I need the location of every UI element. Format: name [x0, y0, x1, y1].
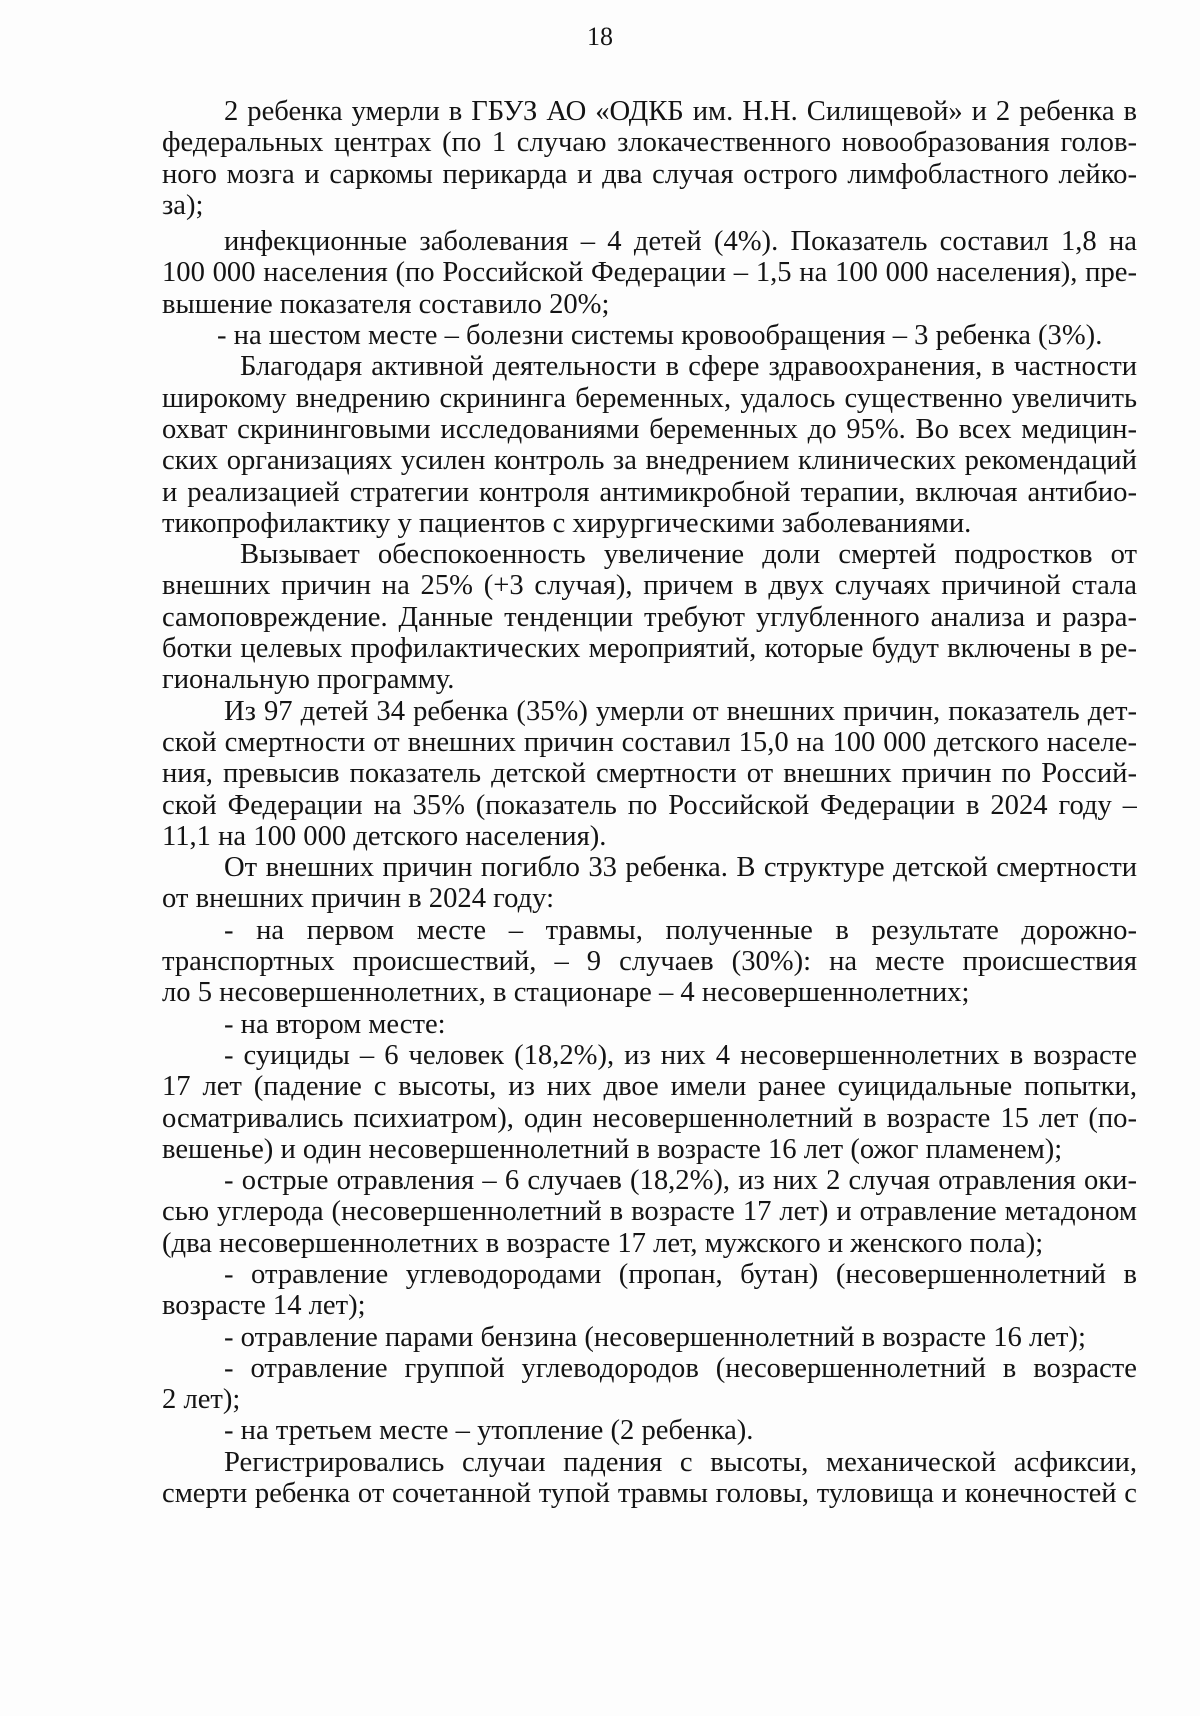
text-line: - на втором месте:: [224, 1008, 446, 1040]
text-line: гиональную программу.: [162, 664, 455, 696]
text-line: ло 5 несовершеннолетних, в стационаре – 4 несовершеннолетних;: [162, 977, 970, 1009]
text-line: самоповреждение. Данные тенденции требуют углубленного анализа и разра-: [162, 601, 1137, 633]
text-line: 17 лет (падение с высоты, из них двое имели ранее суицидальные попытки,: [162, 1071, 1137, 1103]
text-line: - отравление углеводородами (пропан, бутан) (несовершеннолетний в: [224, 1258, 1137, 1290]
text-line: Благодаря активной деятельности в сфере здравоохранения, в частности: [240, 351, 1137, 383]
text-line: 100 000 населения (по Российской Федерации – 1,5 на 100 000 населения), пре-: [162, 257, 1137, 289]
text-line: - на шестом месте – болезни системы кровообращения – 3 ребенка (3%).: [217, 320, 1103, 352]
text-line: (два несовершеннолетних в возрасте 17 лет, мужского и женского пола);: [162, 1227, 1044, 1259]
text-line: транспортных происшествий, – 9 случаев (30%): на месте происшествия: [162, 946, 1137, 978]
text-line: 2 ребенка умерли в ГБУЗ АО «ОДКБ им. Н.Н. Силищевой» и 2 ребенка в: [224, 96, 1137, 127]
text-line: федеральных центрах (по 1 случаю злокачественного новообразования голов-: [162, 127, 1137, 159]
body-text: [162, 96, 1137, 1509]
text-line: вешенье) и один несовершеннолетний в возрасте 16 лет (ожог пламенем);: [162, 1133, 1063, 1165]
text-line: От внешних причин погибло 33 ребенка. В структуре детской смертности: [224, 852, 1137, 884]
text-line: - на первом месте – травмы, полученные в результате дорожно-: [224, 914, 1137, 946]
text-line: ской смертности от внешних причин составил 15,0 на 100 000 детского населе-: [162, 726, 1137, 758]
text-line: за);: [162, 189, 204, 221]
text-line: 11,1 на 100 000 детского населения).: [162, 820, 607, 852]
page-number: 18: [587, 22, 613, 51]
text-line: инфекционные заболевания – 4 детей (4%). Показатель составил 1,8 на: [224, 226, 1137, 258]
text-line: охват скрининговыми исследованиями беременных до 95%. Во всех медицин-: [162, 413, 1137, 445]
text-line: - острые отравления – 6 случаев (18,2%), из них 2 случая отравления оки-: [224, 1165, 1137, 1197]
text-line: от внешних причин в 2024 году:: [162, 883, 555, 915]
text-line: - отравление группой углеводородов (несовершеннолетний в возрасте: [224, 1352, 1137, 1384]
text-line: - отравление парами бензина (несовершеннолетний в возрасте 16 лет);: [224, 1321, 1086, 1353]
text-line: - суициды – 6 человек (18,2%), из них 4 несовершеннолетних в возрасте: [224, 1039, 1137, 1071]
text-line: - на третьем месте – утопление (2 ребенка).: [224, 1415, 754, 1447]
text-line: и реализацией стратегии контроля антимикробной терапии, включая антибио-: [162, 476, 1137, 508]
text-line: ской Федерации на 35% (показатель по Российской Федерации в 2024 году –: [162, 789, 1137, 821]
text-line: осматривались психиатром), один несовершеннолетний в возрасте 15 лет (по-: [162, 1102, 1137, 1134]
text-line: ного мозга и саркомы перикарда и два случая острого лимфобластного лейко-: [162, 158, 1137, 190]
text-line: ботки целевых профилактических мероприятий, которые будут включены в ре-: [162, 633, 1137, 665]
text-line: вышение показателя составило 20%;: [162, 288, 610, 320]
text-line: возрасте 14 лет);: [162, 1290, 366, 1322]
text-line: Из 97 детей 34 ребенка (35%) умерли от внешних причин, показатель дет-: [224, 695, 1137, 727]
text-line: смерти ребенка от сочетанной тупой травмы головы, туловища и конечностей с: [162, 1478, 1137, 1510]
text-line: ских организациях усилен контроль за внедрением клинических рекомендаций: [162, 445, 1137, 477]
text-line: 2 лет);: [162, 1384, 241, 1416]
text-line: Вызывает обеспокоенность увеличение доли смертей подростков от: [240, 539, 1137, 571]
text-line: сью углерода (несовершеннолетний в возрасте 17 лет) и отравление метадоном: [162, 1196, 1137, 1228]
text-line: широкому внедрению скрининга беременных, удалось существенно увеличить: [162, 382, 1137, 414]
text-line: тикопрофилактику у пациентов с хирургическими заболеваниями.: [162, 507, 972, 539]
text-line: Регистрировались случаи падения с высоты, механической асфиксии,: [224, 1446, 1137, 1478]
text-line: внешних причин на 25% (+3 случая), причем в двух случаях причиной стала: [162, 570, 1137, 602]
text-line: ния, превысив показатель детской смертности от внешних причин по Россий-: [162, 758, 1137, 790]
